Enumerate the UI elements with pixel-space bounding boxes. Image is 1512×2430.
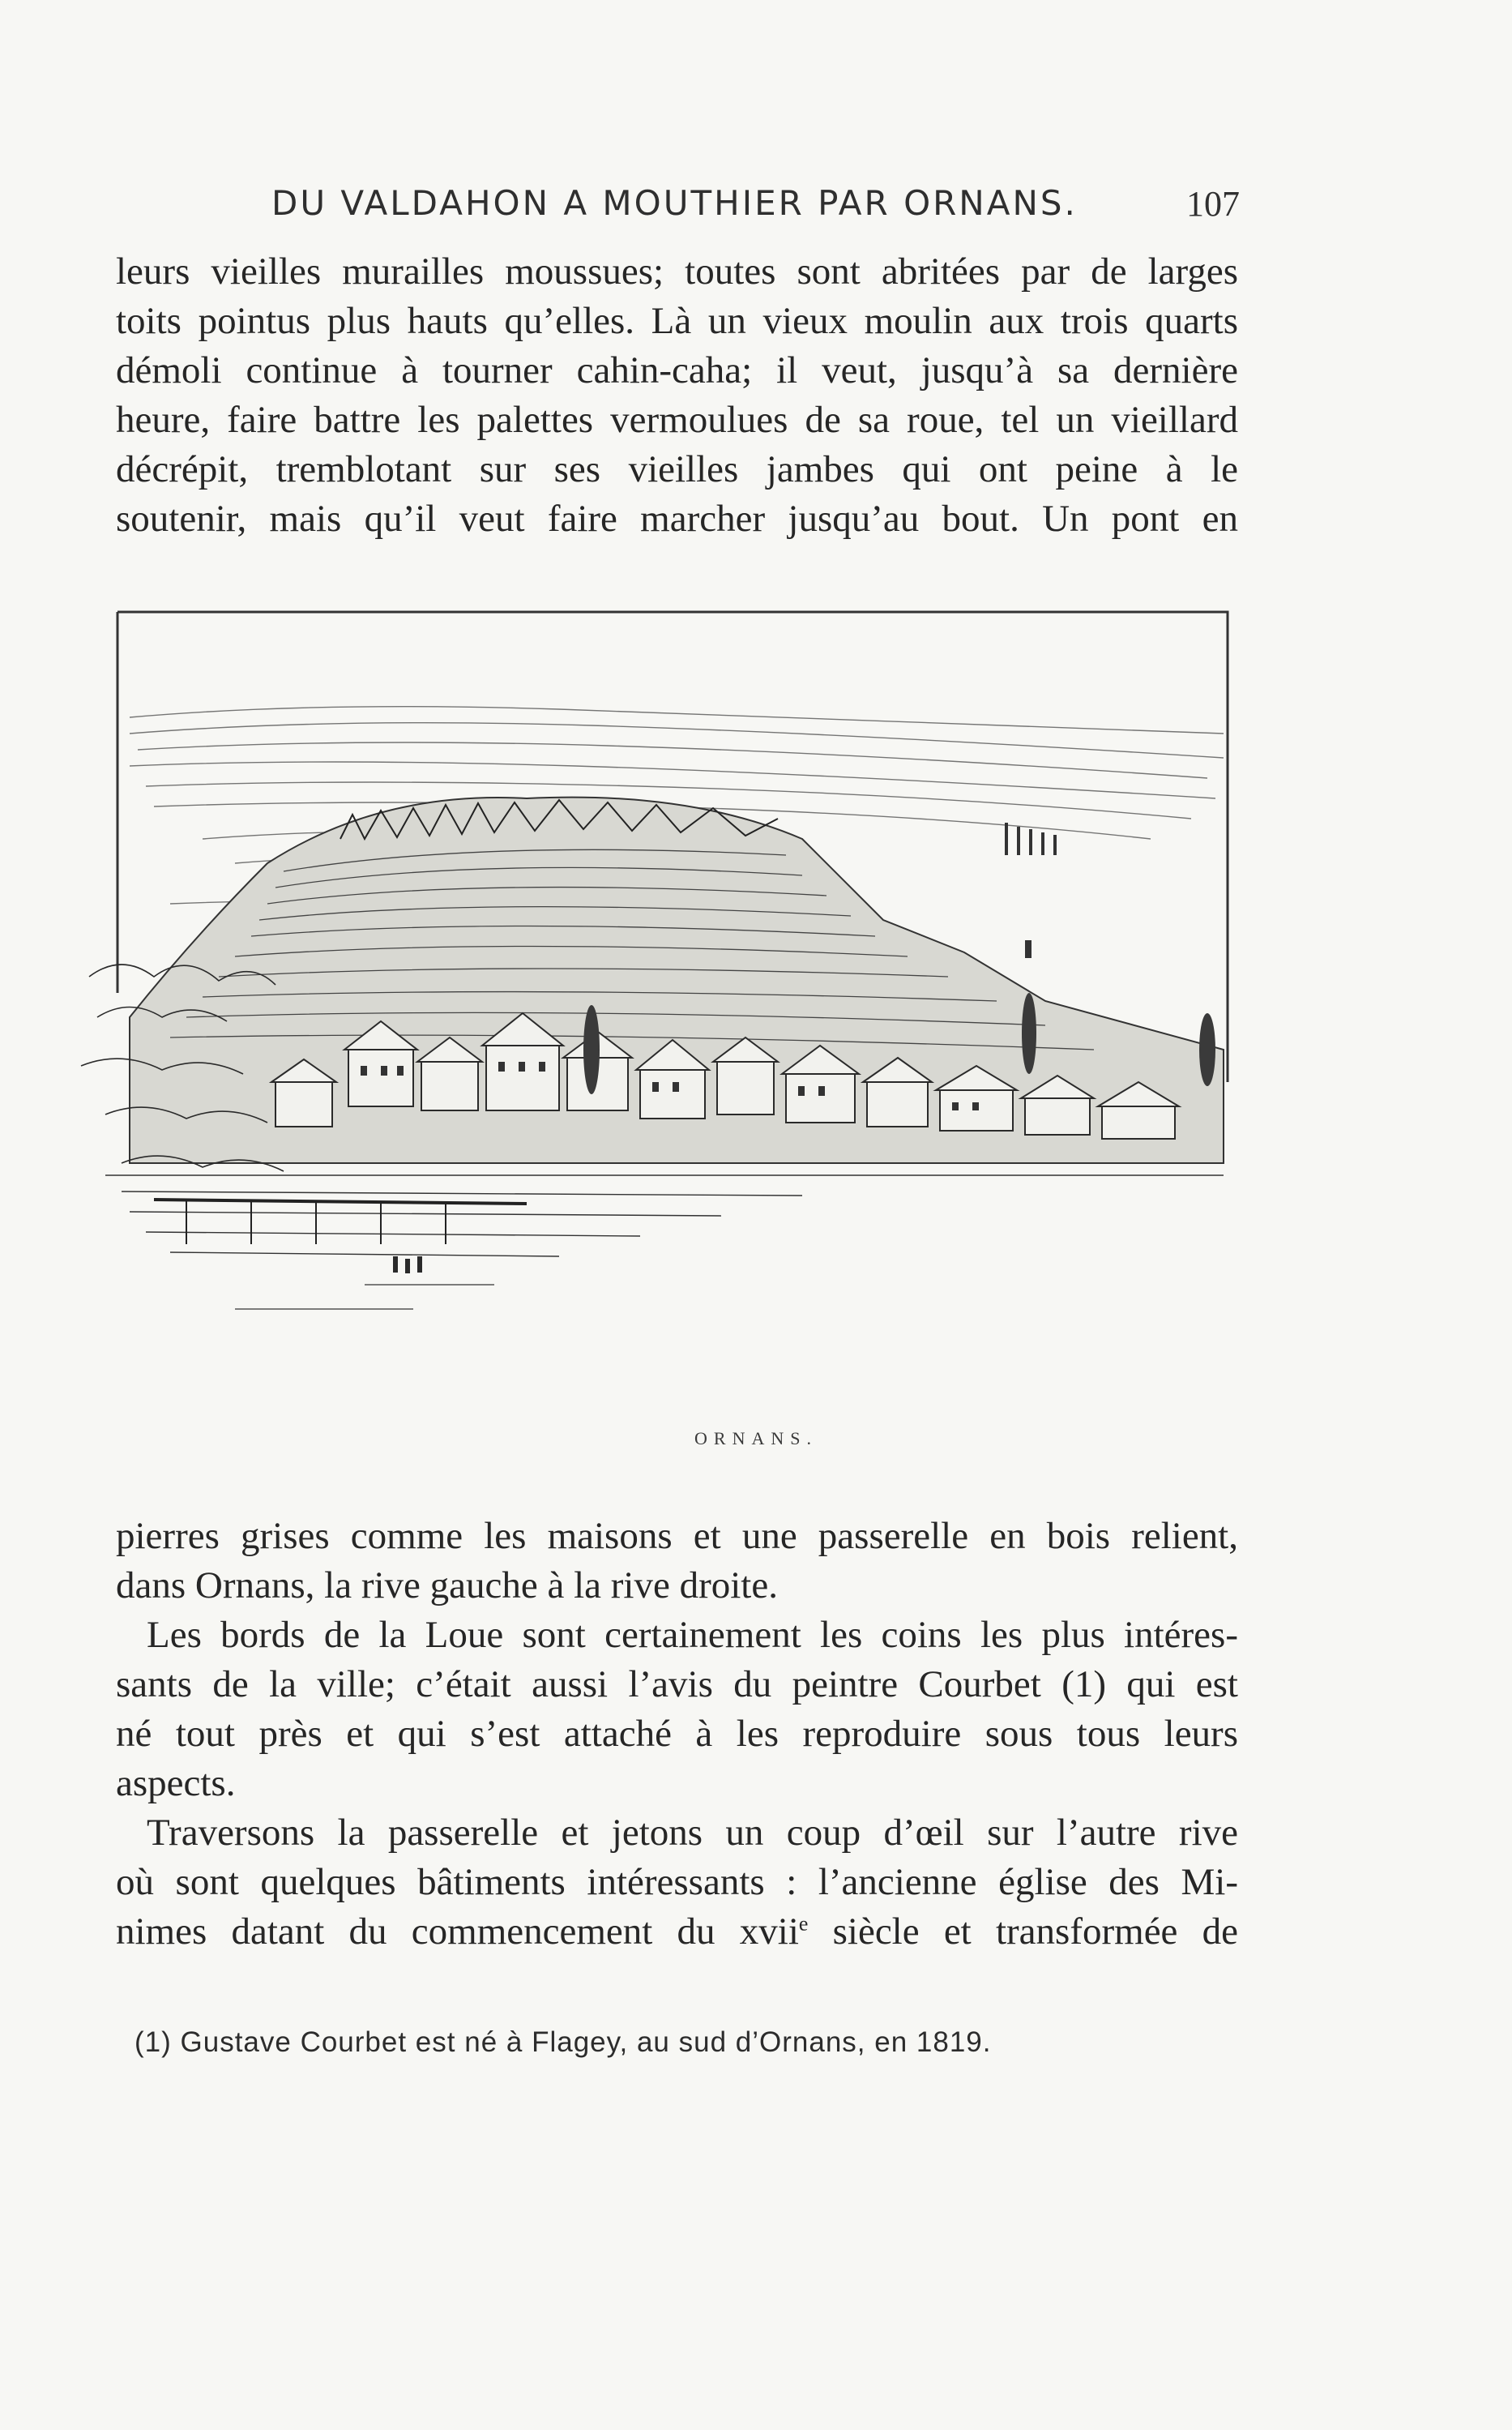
text-line bbox=[116, 1907, 1238, 1957]
text-line: Traversons la passerelle et jetons un coup d’œil sur l’autre rive bbox=[147, 1812, 1238, 1854]
text-line: où sont quelques bâtiments intéressants : l’ancienne église des Mi- bbox=[116, 1861, 1238, 1903]
engraving-ornans bbox=[73, 596, 1252, 1406]
figure-caption: ORNANS. bbox=[694, 1428, 818, 1448]
superscript: e bbox=[798, 1911, 809, 1936]
paragraph-bottom bbox=[116, 1512, 1238, 1957]
page-number: 107 bbox=[1186, 184, 1240, 224]
text-line: dans Ornans, la rive gauche à la rive droite. bbox=[116, 1564, 778, 1606]
text-line: Les bords de la Loue sont certainement les coins les plus intéres- bbox=[147, 1614, 1238, 1656]
text-line: décrépit, tremblotant sur ses vieilles jambes qui ont peine à le bbox=[116, 448, 1238, 490]
text-line: sants de la ville; c’était aussi l’avis du peintre Courbet (1) qui est bbox=[116, 1663, 1238, 1705]
text-line: leurs vieilles murailles moussues; toutes sont abritées par de larges bbox=[116, 250, 1238, 293]
footnote: (1) Gustave Courbet est né à Flagey, au sud d’Ornans, en 1819. bbox=[135, 2026, 992, 2058]
paragraph-top bbox=[116, 247, 1238, 544]
text-line: né tout près et qui s’est attaché à les reproduire sous tous leurs bbox=[116, 1713, 1238, 1755]
text-line: pierres grises comme les maisons et une passerelle en bois relient, bbox=[116, 1515, 1238, 1557]
text-line: toits pointus plus hauts qu’elles. Là un vieux moulin aux trois quarts bbox=[116, 300, 1238, 342]
text-line: démoli continue à tourner cahin-caha; il veut, jusqu’à sa dernière bbox=[116, 349, 1238, 391]
text-line: aspects. bbox=[116, 1762, 236, 1804]
text-line-part: siècle et transformée de bbox=[832, 1910, 1238, 1953]
text-line: soutenir, mais qu’il veut faire marcher jusqu’au bout. Un pont en bbox=[116, 498, 1238, 540]
running-title: DU VALDAHON A MOUTHIER PAR ORNANS. bbox=[271, 183, 1078, 223]
text-line: heure, faire battre les palettes vermoulues de sa roue, tel un vieillard bbox=[116, 399, 1238, 441]
text-line-part: nimes datant du commencement du xvii bbox=[116, 1910, 799, 1953]
